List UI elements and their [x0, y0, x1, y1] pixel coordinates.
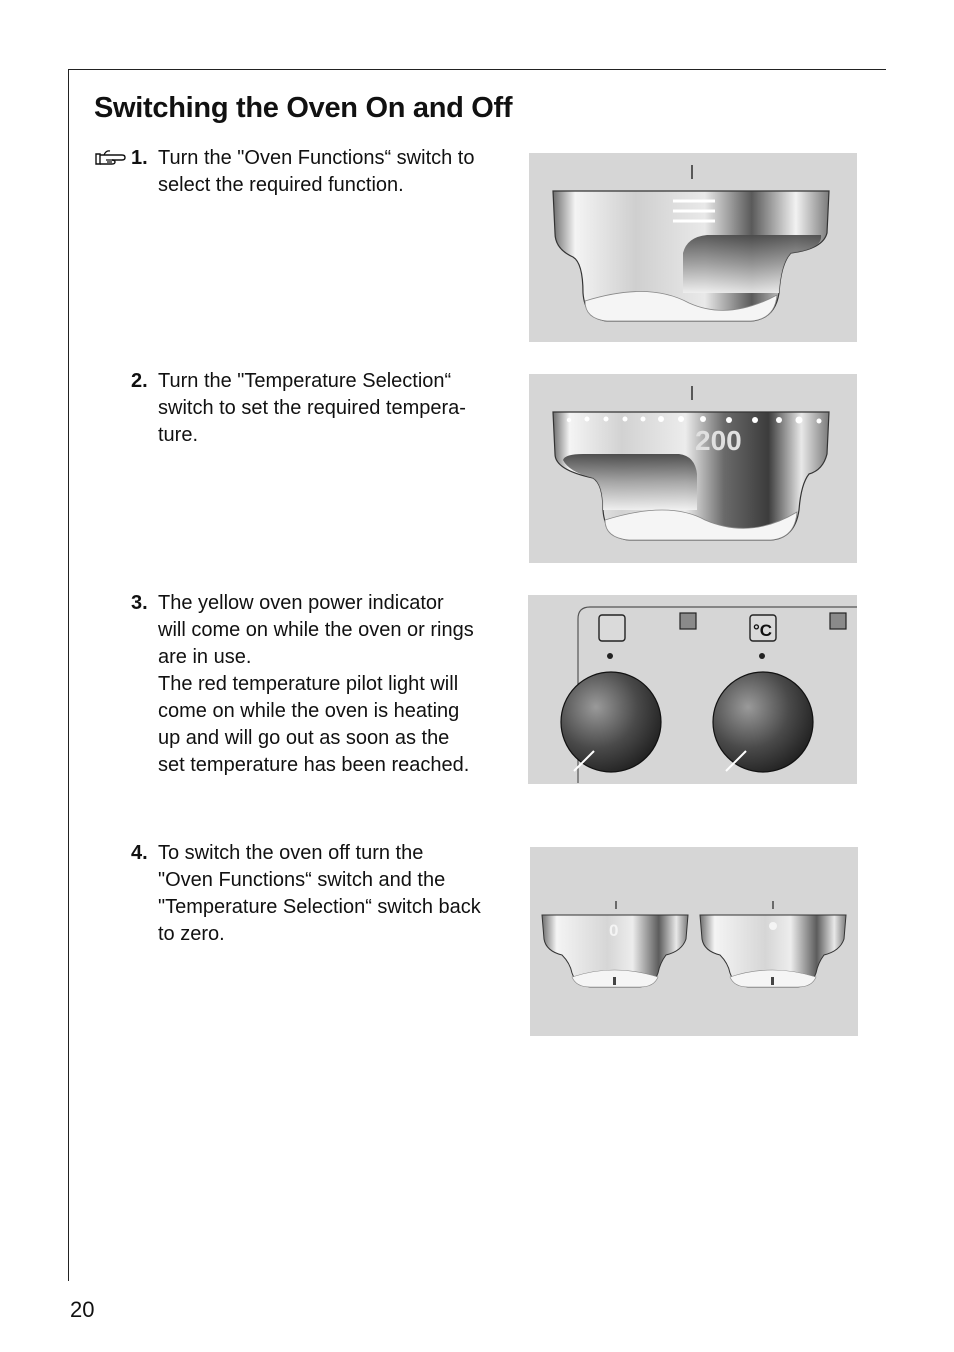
step-text	[158, 145, 518, 199]
oven-power-indicator	[680, 613, 696, 629]
temperature-selection-knob	[713, 672, 813, 772]
text-line: Turn the "Oven Functions“ switch to	[158, 147, 475, 169]
text-line: will come on while the oven or rings	[158, 619, 474, 641]
step-number: 4.	[131, 842, 148, 864]
page-number: 20	[70, 1297, 95, 1322]
text-line: ture.	[158, 424, 199, 446]
step-text	[158, 368, 518, 449]
step-1	[94, 145, 518, 199]
text-line: select the required function.	[158, 174, 404, 196]
text-line: The yellow oven power indicator	[158, 592, 444, 614]
figure-oven-functions-knob	[529, 153, 857, 342]
step-text	[158, 840, 518, 948]
figure-temperature-knob	[529, 374, 857, 563]
figure-knobs-zero	[530, 847, 858, 1036]
step-number: 3.	[131, 592, 148, 614]
left-rule	[68, 69, 69, 1281]
text-line: "Oven Functions“ switch and the	[158, 869, 446, 891]
step-2	[94, 368, 518, 449]
text-line: The red temperature pilot light will	[158, 673, 459, 695]
text-line: up and will go out as soon as the	[158, 727, 450, 749]
step-3	[94, 590, 518, 779]
text-line: To switch the oven off turn the	[158, 842, 424, 864]
temperature-value: 200	[695, 425, 742, 456]
temperature-pilot-light	[830, 613, 846, 629]
page-title: Switching the Oven On and Off	[94, 92, 513, 124]
oven-light-icon	[599, 615, 625, 641]
step-text	[158, 590, 518, 779]
text-line: to zero.	[158, 923, 225, 945]
text-line: come on while the oven is heating	[158, 700, 460, 722]
oven-functions-knob	[561, 672, 661, 772]
pointing-hand-icon	[94, 145, 128, 169]
step-number: 1.	[131, 147, 148, 169]
step-number: 2.	[131, 370, 148, 392]
celsius-symbol: °C	[753, 621, 773, 640]
text-line: switch to set the required tempera-	[158, 397, 466, 419]
text-line: set temperature has been reached.	[158, 754, 470, 776]
text-line: "Temperature Selection“ switch back	[158, 896, 481, 918]
text-line: are in use.	[158, 646, 252, 668]
top-rule	[68, 69, 886, 70]
zero-marking: 0	[609, 921, 619, 940]
step-4	[94, 840, 518, 948]
figure-control-panel	[528, 595, 857, 784]
text-line: Turn the "Temperature Selection“	[158, 370, 452, 392]
